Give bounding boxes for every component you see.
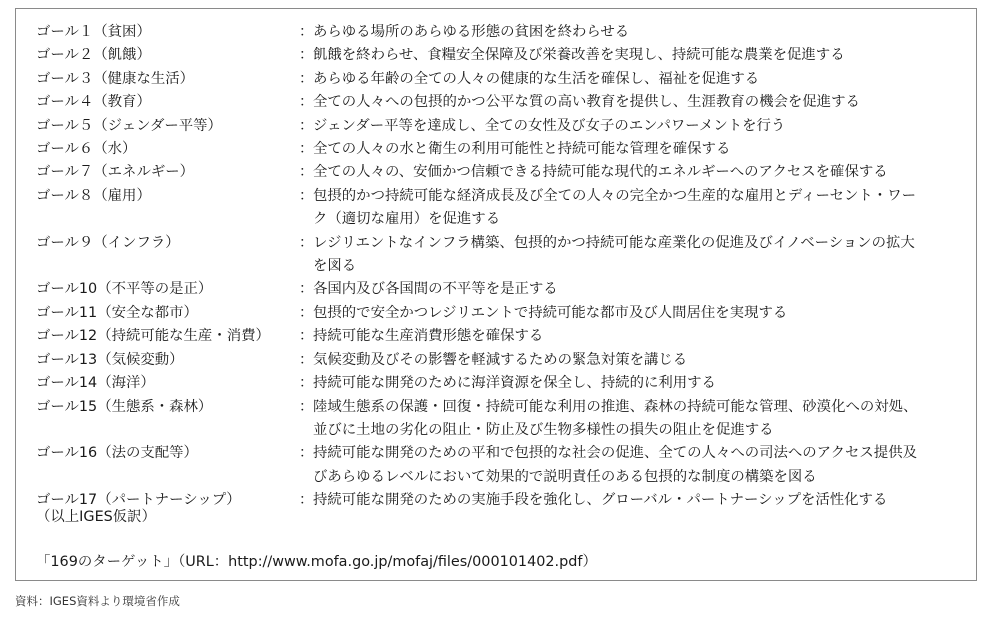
goal-row — [36, 44, 971, 67]
goal-label: ゴール７（エネルギー） — [36, 164, 195, 181]
goal-row — [36, 302, 971, 325]
goal-row — [36, 115, 971, 138]
goal-label: ゴール１（貧困） — [36, 24, 151, 40]
goal-list — [36, 21, 971, 513]
goal-row — [36, 138, 971, 161]
goal-label: ゴール10（不平等の是正） — [36, 281, 213, 298]
goal-description: 陸域生態系の保護・回復・持続可能な利用の推進、森林の持続可能な管理、砂漠化への対処、 並びに土地の劣化の阻止・防止及び生物多様性の損失の阻止を促進する — [313, 398, 918, 438]
goal-row — [36, 68, 971, 91]
goal-row — [36, 489, 971, 512]
goal-label: ゴール５（ジェンダー平等） — [36, 117, 222, 134]
goal-description: 全ての人々の水と衛生の利用可能性と持続可能な管理を確保する — [313, 141, 731, 158]
goal-row — [36, 372, 971, 395]
goal-description: 持続可能な生産消費形態を確保する — [313, 328, 544, 345]
goal-label: ゴール11（安全な都市） — [36, 304, 198, 321]
goal-row — [36, 278, 971, 301]
goal-row — [36, 232, 971, 279]
goal-description: レジリエントなインフラ構築、包摂的かつ持続可能な産業化の促進及びイノベーションの拡大 を図る — [313, 234, 915, 275]
goal-description: 各国内及び各国間の不平等を是正する — [313, 281, 558, 298]
goal-description: 気候変動及びその影響を軽減するための緊急対策を講じる — [313, 351, 688, 368]
goal-row — [36, 349, 971, 372]
goal-label: ゴール16（法の支配等） — [36, 445, 198, 462]
targets-note: 「169のターゲット」（URL：http://www.mofa.go.jp/mofaj/files/000101402.pdf） — [36, 554, 597, 570]
goal-label: ゴール４（教育） — [36, 94, 151, 111]
goal-row — [36, 442, 971, 489]
goal-row — [36, 161, 971, 184]
goal-colon: ： — [299, 492, 314, 509]
goal-row — [36, 91, 971, 114]
goal-label: ゴール13（気候変動） — [36, 351, 184, 368]
goal-colon: ： — [299, 445, 314, 462]
goal-colon: ： — [299, 398, 314, 415]
goal-colon: ： — [299, 117, 314, 134]
goal-colon: ： — [299, 281, 314, 298]
goal-colon: ： — [299, 141, 314, 158]
goal-description: 包摂的かつ持続可能な経済成長及び全ての人々の完全かつ生産的な雇用とディーセント・ワー ク（適切な雇用）を促進する — [313, 187, 916, 228]
goal-description: 持続可能な開発のための平和で包摂的な社会の促進、全ての人々への司法へのアクセス提供及 びあらゆるレベルにおいて効果的で説明責任のある包摂的な制度の構築を図る — [313, 445, 917, 485]
goal-label: ゴール15（生態系・森林） — [36, 398, 213, 415]
goal-label: ゴール14（海洋） — [36, 375, 155, 392]
goal-colon: ： — [299, 351, 314, 368]
goal-description: 持続可能な開発のための実施手段を強化し、グローバル・パートナーシップを活性化する — [313, 492, 888, 509]
sdgs-goal-box — [15, 8, 977, 581]
goal-description: 全ての人々への包摂的かつ公平な質の高い教育を提供し、生涯教育の機会を促進する — [313, 94, 860, 111]
goal-colon: ： — [299, 328, 314, 345]
goal-label: ゴール６（水） — [36, 141, 137, 158]
goal-description: あらゆる年齢の全ての人々の健康的な生活を確保し、福祉を促進する — [313, 70, 760, 87]
goal-description: ジェンダー平等を達成し、全ての女性及び女子のエンパワーメントを行う — [313, 117, 786, 134]
goal-colon: ： — [299, 94, 314, 111]
goal-colon: ： — [299, 375, 314, 392]
goal-colon: ： — [299, 234, 314, 251]
goal-label: ゴール17（パートナーシップ） — [36, 492, 241, 509]
goal-colon: ： — [299, 70, 314, 87]
goal-description: 持続可能な開発のために海洋資源を保全し、持続的に利用する — [313, 375, 716, 392]
goal-row — [36, 185, 971, 232]
goal-description: 飢餓を終わらせ、食糧安全保障及び栄養改善を実現し、持続可能な農業を促進する — [313, 47, 845, 64]
goal-colon: ： — [299, 24, 314, 40]
goal-colon: ： — [299, 47, 314, 64]
goal-label: ゴール３（健康な生活） — [36, 70, 195, 87]
goal-label: ゴール12（持続可能な生産・消費） — [36, 328, 270, 345]
goal-row — [36, 396, 971, 443]
goal-colon: ： — [299, 304, 314, 321]
goal-colon: ： — [299, 187, 314, 204]
goal-row — [36, 325, 971, 348]
translation-note: （以上IGES仮訳） — [36, 509, 156, 525]
source-note: 資料：IGES資料より環境省作成 — [15, 594, 180, 608]
goal-description: 包摂的で安全かつレジリエントで持続可能な都市及び人間居住を実現する — [313, 304, 788, 321]
goal-description: あらゆる場所のあらゆる形態の貧困を終わらせる — [313, 24, 630, 40]
goal-label: ゴール８（雇用） — [36, 187, 151, 204]
goal-row — [36, 21, 971, 44]
goal-label: ゴール２（飢餓） — [36, 47, 151, 64]
goal-label: ゴール９（インフラ） — [36, 234, 180, 251]
goal-description: 全ての人々の、安価かつ信頼できる持続可能な現代的エネルギーへのアクセスを確保する — [313, 164, 888, 181]
goal-colon: ： — [299, 164, 314, 181]
